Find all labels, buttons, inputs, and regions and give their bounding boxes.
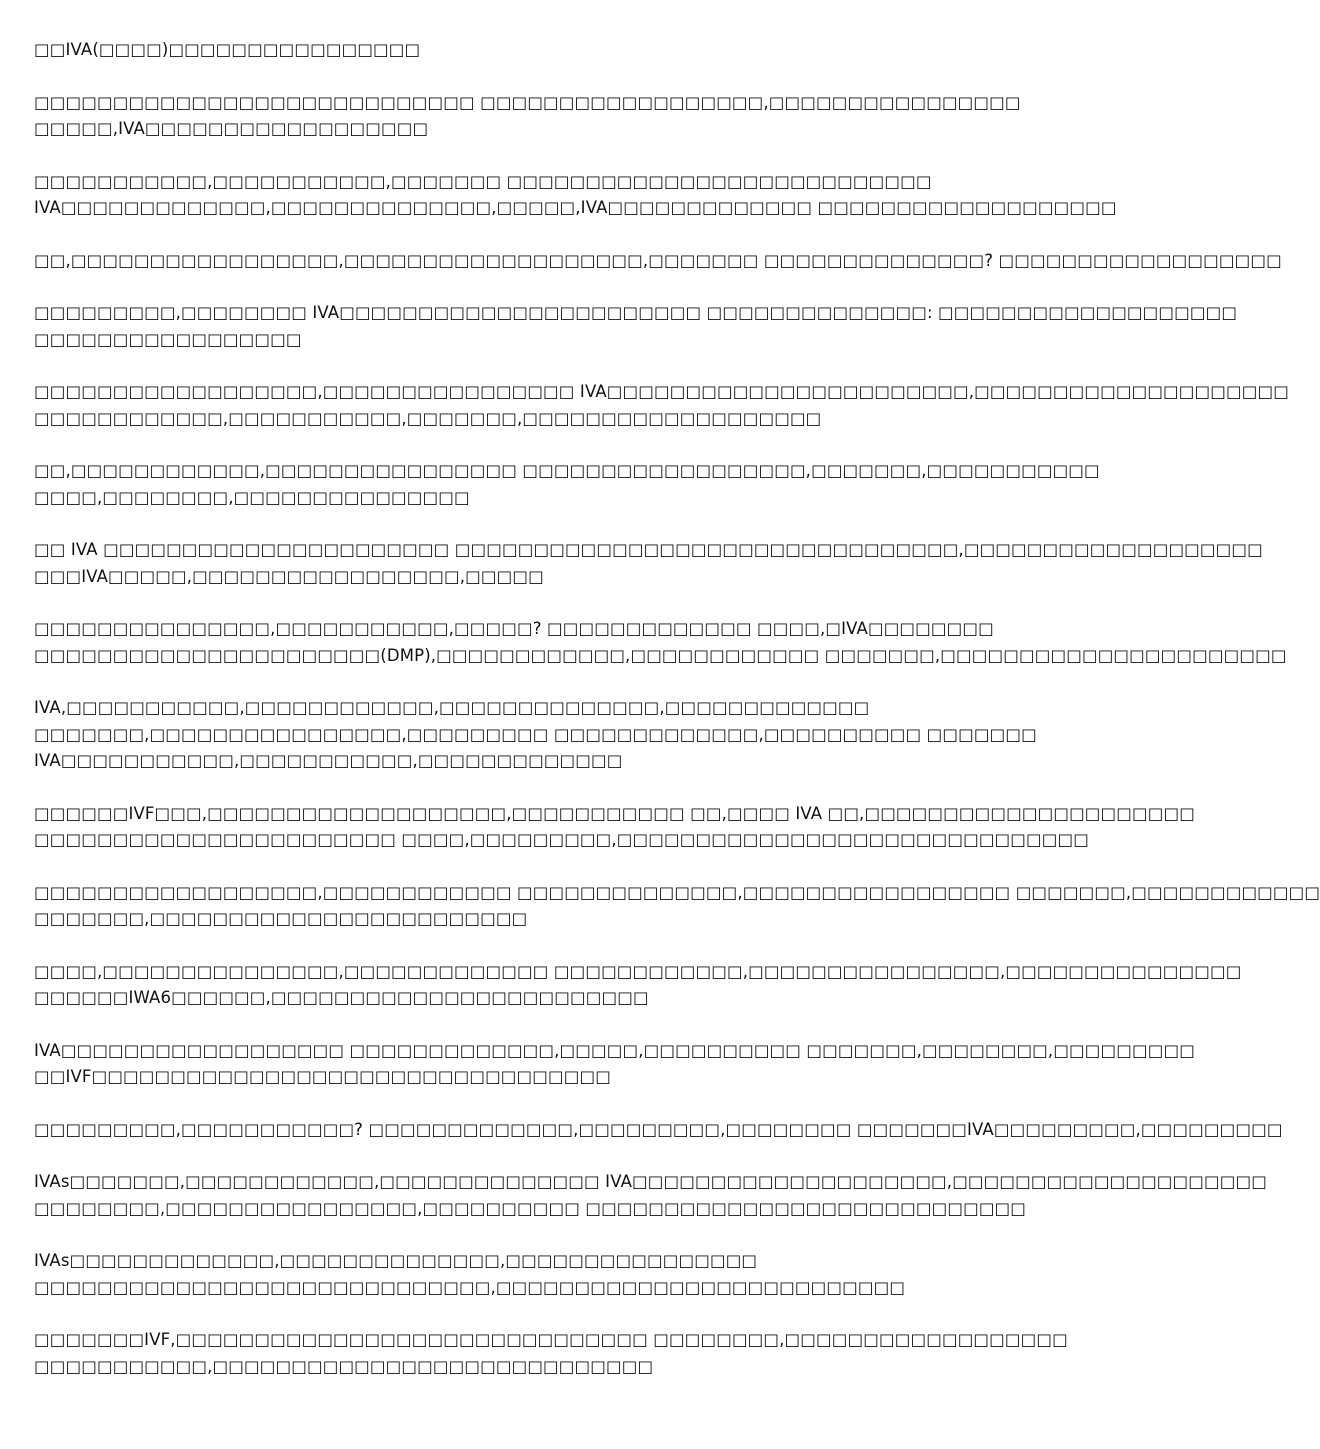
paragraph: [34, 616, 1287, 669]
text-line: □□□□□□□□□,□□□□□□□□ IVA□□□□□□□□□□□□□□□□□□□□□□□ □□□□□□□□□□□□□□: □□□□□□□□□□□□□□□□□□□: [34, 303, 1238, 322]
text-line: □□□□□□□□□□□□□□□□□□□□□□□□□□□□ □□□□□□□□□□□□□□□□□□,□□□□□□□□□□□□□□□□: [34, 92, 1021, 112]
paragraph: [34, 1038, 1195, 1091]
text-line: □□□□□□□□□□□□,□□□□□□□□□□□,□□□□□□□,□□□□□□□□□□□□□□□□□□□: [34, 408, 822, 428]
text-line: □□□□,□□□□□□□□,□□□□□□□□□□□□□□□: [34, 487, 470, 507]
paragraph: [34, 1248, 990, 1301]
text-line: □□□□□□□□□□□□□□□□□□,□□□□□□□□□□□□□□□□ IVA□□□□□□□□□□□□□□□□□□□□□□□,□□□□□□□□□□□□□□□□□□□□: [34, 382, 1289, 401]
paragraph: [34, 537, 1263, 590]
text-line: IVA,□□□□□□□□□□□,□□□□□□□□□□□□,□□□□□□□□□□□□□□,□□□□□□□□□□□□□: [34, 698, 870, 717]
text-line: □□□□□□□IVF,□□□□□□□□□□□□□□□□□□□□□□□□□□□□□□ □□□□□□□□,□□□□□□□□□□□□□□□□□□: [34, 1330, 1068, 1349]
paragraph: [34, 90, 1021, 143]
paragraph: [34, 458, 1100, 511]
text-line: IVAs□□□□□□□,□□□□□□□□□□□□,□□□□□□□□□□□□□□ IVA□□□□□□□□□□□□□□□□□□□□,□□□□□□□□□□□□□□□□□□□□: [34, 1172, 1267, 1191]
text-line: □□□□□□□,□□□□□□□□□□□□□□□□,□□□□□□□□□ □□□□□□□□□□□□□,□□□□□□□□□□ □□□□□□□: [34, 724, 1037, 744]
paragraph: [34, 1117, 1283, 1144]
paragraph: [34, 1169, 1267, 1222]
paragraph: [34, 300, 1238, 353]
text-line: □□IVF□□□□□□□□□□□□□□□□□□□□□□□□□□□□□□□□□: [34, 1067, 611, 1086]
text-line: □□□□□□□□□□□□□□□□□□□□□□(DMP),□□□□□□□□□□□□,□□□□□□□□□□□□ □□□□□□□,□□□□□□□□□□□□□□□□□□□□□□: [34, 645, 1287, 665]
text-line: □□,□□□□□□□□□□□□□□□□□,□□□□□□□□□□□□□□□□□□□,□□□□□□□ □□□□□□□□□□□□□□? □□□□□□□□□□□□□□□□□□: [34, 250, 1282, 270]
text-line: □□□□□□IVF□□□,□□□□□□□□□□□□□□□□□□□,□□□□□□□□□□□ □□,□□□□ IVA □□,□□□□□□□□□□□□□□□□□□□□□: [34, 803, 1195, 823]
text-line: □□IVA(□□□□)□□□□□□□□□□□□□□□□: [34, 40, 421, 59]
paragraph: [34, 801, 1195, 854]
text-line: □□□□□□□□□,□□□□□□□□□□□? □□□□□□□□□□□□□,□□□□□□□□□,□□□□□□□□ □□□□□□□IVA□□□□□□□□□,□□□□□□□□□: [34, 1119, 1283, 1139]
text-line: □□□□□□□□□□□□□□□□□□,□□□□□□□□□□□□ □□□□□□□□□□□□□□,□□□□□□□□□□□□□□□□□ □□□□□□□,□□□□□□□□□□□□: [34, 882, 1320, 902]
text-line: IVA□□□□□□□□□□□□□□□□□□ □□□□□□□□□□□□□,□□□□□,□□□□□□□□□□ □□□□□□□,□□□□□□□□,□□□□□□□□□: [34, 1040, 1195, 1060]
paragraph: [34, 169, 1117, 222]
text-line: IVAs□□□□□□□□□□□□□,□□□□□□□□□□□□□□,□□□□□□□□□□□□□□□□: [34, 1251, 758, 1270]
text-line: □□□□□,IVA□□□□□□□□□□□□□□□□□□: [34, 119, 429, 138]
text-line: IVA□□□□□□□□□□□□□,□□□□□□□□□□□□□□,□□□□□,IVA□□□□□□□□□□□□□ □□□□□□□□□□□□□□□□□□□: [34, 198, 1117, 217]
text-line: □□□□□□□,□□□□□□□□□□□□□□□□□□□□□□□□: [34, 909, 528, 928]
text-line: IVA□□□□□□□□□□□,□□□□□□□□□□□,□□□□□□□□□□□□□: [34, 751, 623, 770]
text-line: □□□□□□IWA6□□□□□□,□□□□□□□□□□□□□□□□□□□□□□□□: [34, 988, 649, 1007]
text-line: □□□□□□□□□□□□□□□,□□□□□□□□□□□,□□□□□? □□□□□□□□□□□□□ □□□□,□IVA□□□□□□□□: [34, 619, 994, 638]
text-line: □□□□□□□□□□□,□□□□□□□□□□□□□□□□□□□□□□□□□□□□: [34, 1356, 654, 1376]
text-line: □□ IVA □□□□□□□□□□□□□□□□□□□□□□ □□□□□□□□□□□□□□□□□□□□□□□□□□□□□□□□,□□□□□□□□□□□□□□□□□□□: [34, 540, 1263, 559]
text-line: □□□□□□□□□□□□□□□□□: [34, 329, 302, 349]
paragraph: [34, 248, 1282, 275]
text-line: □□□□□□□□□□□□□□□□□□□□□□□ □□□□,□□□□□□□□□,□□□□□□□□□□□□□□□□□□□□□□□□□□□□□□: [34, 830, 1089, 849]
paragraph: [34, 880, 1320, 933]
text-line: □□□□□□□□□□□□□□□□□□□□□□□□□□□□□,□□□□□□□□□□□□□□□□□□□□□□□□□□: [34, 1277, 906, 1297]
paragraph: [34, 37, 990, 64]
text-line: □□□□,□□□□□□□□□□□□□□□,□□□□□□□□□□□□□ □□□□□□□□□□□□,□□□□□□□□□□□□□□□□,□□□□□□□□□□□□□□□: [34, 961, 1242, 981]
paragraph: [34, 959, 1242, 1012]
text-line: □□□□□□□□,□□□□□□□□□□□□□□□□,□□□□□□□□□□ □□□□□□□□□□□□□□□□□□□□□□□□□□□□: [34, 1198, 1027, 1218]
paragraph: [34, 1327, 1068, 1380]
text-line: □□,□□□□□□□□□□□□,□□□□□□□□□□□□□□□□ □□□□□□□□□□□□□□□□□□,□□□□□□□,□□□□□□□□□□□: [34, 461, 1100, 480]
text-line: □□□□□□□□□□□,□□□□□□□□□□□,□□□□□□□ □□□□□□□□□□□□□□□□□□□□□□□□□□□: [34, 171, 932, 191]
text-line: □□□IVA□□□□□,□□□□□□□□□□□□□□□□□,□□□□□: [34, 566, 544, 586]
paragraph: [34, 379, 1289, 432]
paragraph: [34, 695, 1037, 775]
